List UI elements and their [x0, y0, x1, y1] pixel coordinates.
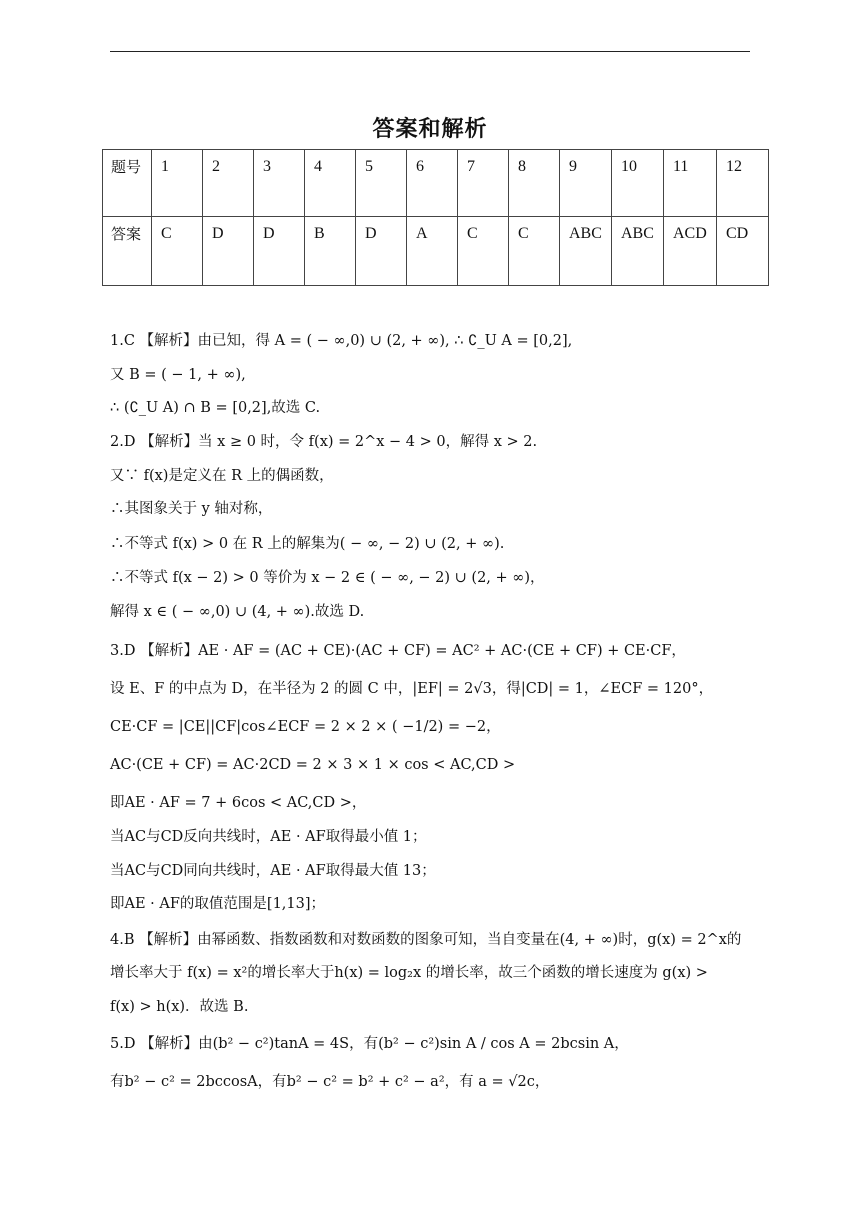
- table-cell: 12: [717, 150, 769, 217]
- solution-line: 3.D 【解析】AE · AF = (AC + CE)·(AC + CF) = AC² + AC·(CE + CF) + CE·CF，: [110, 643, 686, 659]
- solution-line: AC·(CE + CF) = AC·2CD = 2 × 3 × 1 × cos < AC,CD >: [110, 757, 516, 773]
- solution-line: 又 B = ( − 1, + ∞),: [110, 367, 246, 383]
- table-cell: 4: [305, 150, 356, 217]
- solution-line: 解得 x ∈ ( − ∞,0) ∪ (4, + ∞).故选 D.: [110, 604, 365, 620]
- table-cell: 10: [612, 150, 664, 217]
- page-title: 答案和解析: [372, 117, 488, 142]
- row-header-answer: 答案: [103, 217, 152, 286]
- table-cell: B: [305, 217, 356, 286]
- solution-line: 2.D 【解析】当 x ≥ 0 时，令 f(x) = 2^x − 4 > 0，解得 x > 2.: [110, 434, 538, 450]
- table-cell: 8: [509, 150, 560, 217]
- solution-line: 即AE · AF的取值范围是[1,13]；: [110, 896, 326, 912]
- solution-line: 4.B 【解析】由幂函数、指数函数和对数函数的图象可知，当自变量在(4, + ∞)时，g(x) = 2^x的: [110, 932, 742, 948]
- row-header-number: 题号: [103, 150, 152, 217]
- solution-line: ∴不等式 f(x) > 0 在 R 上的解集为( − ∞, − 2) ∪ (2, + ∞).: [110, 536, 505, 552]
- table-cell: A: [407, 217, 458, 286]
- table-cell: ABC: [612, 217, 664, 286]
- table-cell: 7: [458, 150, 509, 217]
- solution-line: CE·CF = |CE||CF|cos∠ECF = 2 × 2 × ( −1/2) = −2，: [110, 719, 501, 735]
- solution-line: 设 E、F 的中点为 D，在半径为 2 的圆 C 中，|EF| = 2√3，得|CD| = 1，∠ECF = 120°，: [110, 681, 714, 697]
- solution-line: ∴不等式 f(x − 2) > 0 等价为 x − 2 ∈ ( − ∞, − 2) ∪ (2, + ∞)，: [110, 570, 545, 586]
- table-cell: 6: [407, 150, 458, 217]
- solution-line: ∴ (∁_U A) ∩ B = [0,2],故选 C.: [110, 400, 321, 416]
- table-cell: CD: [717, 217, 769, 286]
- solution-line: ∴其图象关于 y 轴对称，: [110, 501, 273, 517]
- solution-line: 当AC与CD反向共线时，AE · AF取得最小值 1；: [110, 829, 427, 845]
- answer-table: [102, 149, 769, 286]
- table-cell: 5: [356, 150, 407, 217]
- table-cell: 11: [664, 150, 717, 217]
- table-cell: ACD: [664, 217, 717, 286]
- table-cell: ABC: [560, 217, 612, 286]
- solution-line: 当AC与CD同向共线时，AE · AF取得最大值 13；: [110, 863, 436, 879]
- solution-line: 有b² − c² = 2bccosA，有b² − c² = b² + c² − a²，有 a = √2c，: [110, 1074, 550, 1090]
- table-cell: D: [203, 217, 254, 286]
- solution-line: 即AE · AF = 7 + 6cos < AC,CD >，: [110, 795, 367, 811]
- solution-line: 5.D 【解析】由(b² − c²)tanA = 4S，有(b² − c²)sin A / cos A = 2bcsin A，: [110, 1036, 629, 1052]
- table-row-answers: [103, 217, 769, 286]
- table-cell: C: [152, 217, 203, 286]
- table-cell: C: [509, 217, 560, 286]
- header-rule: [110, 51, 750, 52]
- table-cell: D: [356, 217, 407, 286]
- solution-line: 又∵ f(x)是定义在 R 上的偶函数，: [110, 468, 334, 484]
- table-cell: D: [254, 217, 305, 286]
- table-row-numbers: [103, 150, 769, 217]
- table-cell: 3: [254, 150, 305, 217]
- table-cell: 9: [560, 150, 612, 217]
- solution-line: 增长率大于 f(x) = x²的增长率大于h(x) = log₂x 的增长率，故三个函数的增长速度为 g(x) >: [110, 965, 708, 981]
- table-cell: 1: [152, 150, 203, 217]
- solution-line: f(x) > h(x)．故选 B.: [110, 999, 249, 1015]
- table-cell: C: [458, 217, 509, 286]
- table-cell: 2: [203, 150, 254, 217]
- solution-line: 1.C 【解析】由已知，得 A = ( − ∞,0) ∪ (2, + ∞), ∴ ∁_U A = [0,2],: [110, 333, 573, 349]
